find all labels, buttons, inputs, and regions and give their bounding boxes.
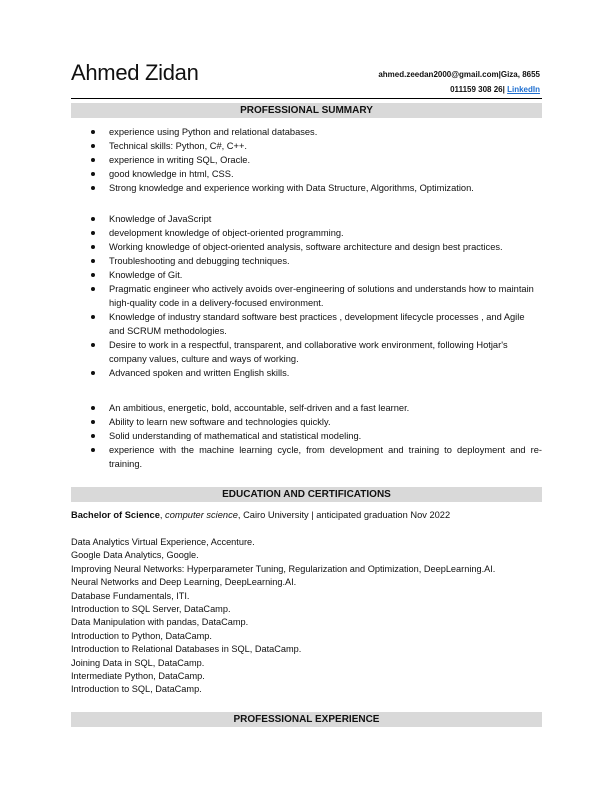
summary-item: good knowledge in html, CSS.: [71, 167, 542, 181]
degree-line: Bachelor of Science, computer science, Cairo University | anticipated graduation Nov 2022: [71, 510, 451, 520]
certification-item: Data Analytics Virtual Experience, Accenture.: [71, 537, 255, 547]
degree: Bachelor of Science: [71, 510, 160, 520]
summary-item: Desire to work in a respectful, transparent, and collaborative work environment, following Hotjar's company values, culture and ways of working.: [71, 338, 542, 366]
email[interactable]: ahmed.zeedan2000@gmail.com: [378, 70, 499, 79]
certification-item: Data Manipulation with pandas, DataCamp.: [71, 617, 249, 628]
summary-item: development knowledge of object-oriented programming.: [71, 226, 542, 240]
contact-line-1: [378, 70, 540, 79]
field: computer science: [165, 510, 238, 520]
summary-item: Knowledge of JavaScript: [71, 212, 542, 226]
header-rule: [71, 98, 542, 99]
summary-item: experience using Python and relational databases.: [71, 125, 542, 139]
certification-item: Intermediate Python, DataCamp.: [71, 671, 205, 682]
summary-item: Strong knowledge and experience working with Data Structure, Algorithms, Optimization.: [71, 181, 542, 195]
summary-item: Troubleshooting and debugging techniques.: [71, 254, 542, 268]
summary-item: An ambitious, energetic, bold, accountable, self-driven and a fast learner.: [71, 401, 542, 415]
summary-list-2: [71, 212, 542, 380]
certification-item: Neural Networks and Deep Learning, DeepLearning.AI.: [71, 577, 297, 588]
certification-item: Joining Data in SQL, DataCamp.: [71, 657, 205, 668]
certification-item: Introduction to SQL, DataCamp.: [71, 684, 202, 695]
summary-item: Solid understanding of mathematical and statistical modeling.: [71, 429, 542, 443]
summary-item: Advanced spoken and written English skills.: [71, 366, 542, 380]
linkedin-link[interactable]: LinkedIn: [507, 85, 540, 94]
summary-item: Working knowledge of object-oriented analysis, software architecture and design best practices.: [71, 240, 542, 254]
school: Cairo University: [243, 510, 309, 520]
summary-item: experience with the machine learning cycle, from development and training to deployment and re-training.: [71, 443, 542, 471]
summary-list-3: [71, 401, 542, 471]
section-header-summary: PROFESSIONAL SUMMARY: [71, 103, 542, 118]
certification-item: Improving Neural Networks: Hyperparameter Tuning, Regularization and Optimization, DeepLearning.AI.: [71, 563, 496, 574]
certification-item: Database Fundamentals, ITI.: [71, 590, 190, 601]
phone: 011159 308 26: [450, 85, 503, 94]
certification-item: Introduction to SQL Server, DataCamp.: [71, 604, 231, 615]
graduation-note: anticipated graduation Nov 2022: [316, 510, 451, 520]
certification-item: Google Data Analytics, Google.: [71, 550, 199, 561]
certification-item: Introduction to Relational Databases in SQL, DataCamp.: [71, 644, 302, 655]
certification-item: Introduction to Python, DataCamp.: [71, 630, 212, 641]
section-header-education: EDUCATION AND CERTIFICATIONS: [71, 487, 542, 502]
section-header-experience: PROFESSIONAL EXPERIENCE: [71, 712, 542, 727]
certifications-list: [71, 536, 495, 697]
summary-item: Technical skills: Python, C#, C++.: [71, 139, 542, 153]
separator: |: [498, 70, 501, 79]
summary-item: Knowledge of Git.: [71, 268, 542, 282]
location: Giza, 8655: [500, 70, 540, 79]
summary-item: experience in writing SQL, Oracle.: [71, 153, 542, 167]
contact-line-2: [450, 85, 540, 94]
summary-list-1: [71, 125, 542, 195]
summary-item: Ability to learn new software and technologies quickly.: [71, 415, 542, 429]
separator: |: [502, 85, 505, 94]
candidate-name: Ahmed Zidan: [71, 60, 199, 85]
summary-item: Pragmatic engineer who actively avoids over-engineering of solutions and understands how to maintain high-quality code in a delivery-focused environment.: [71, 282, 542, 310]
summary-item: Knowledge of industry standard software best practices , development lifecycle processes , and Agile and SCRUM methodologies.: [71, 310, 542, 338]
